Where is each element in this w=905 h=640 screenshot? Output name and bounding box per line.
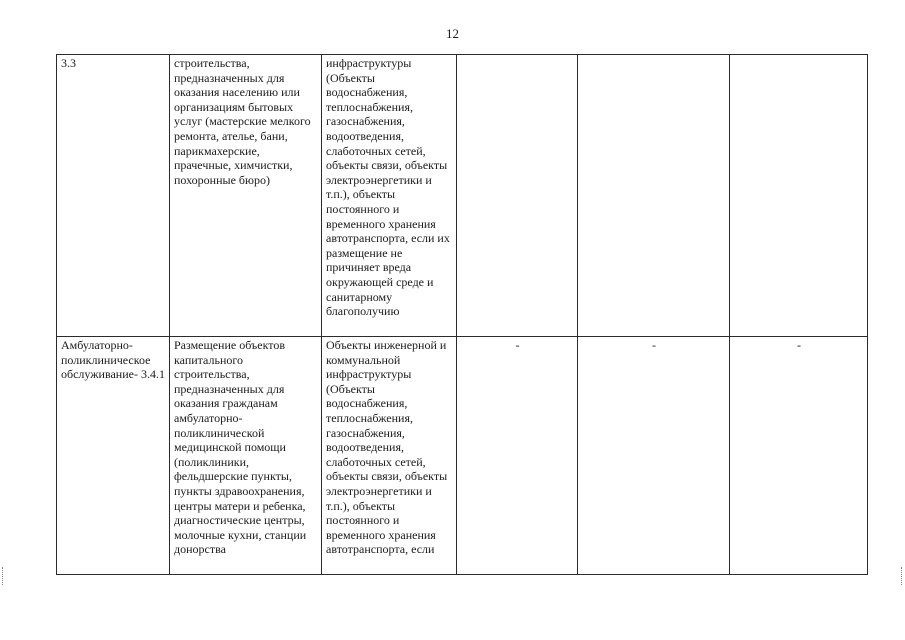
use-code-cell: Амбулаторно-поликлиническое обслуживание- 3.4.1 [57,337,170,575]
parameter-cell-3: - [730,337,868,575]
page-number: 12 [446,26,459,41]
parameter-cell-3 [730,55,868,337]
parameter-cell-2: - [578,337,730,575]
use-code-cell: 3.3 [57,55,170,337]
table-row [57,337,868,575]
scan-edge-mark [2,567,4,585]
parameter-cell-1: - [457,337,578,575]
table-row [57,55,868,337]
use-description-cell: строительства, предназначенных для оказания населению или организациям бытовых услуг (мастерские мелкого ремонта, ателье, бани, парикмахерские, прачечные, химчистки, похоронные бюро) [170,55,322,337]
use-description-cell: Размещение объектов капитального строительства, предназначенных для оказания гражданам амбулаторно-поликлинической медицинской помощи (поликлиники, фельдшерские пункты, пункты здравоохранения, центры матери и ребенка, диагностические центры, молочные кухни, станции донорства [170,337,322,575]
auxiliary-uses-cell: Объекты инженерной и коммунальной инфраструктуры (Объекты водоснабжения, теплоснабжения, газоснабжения, водоотведения, слаботочных сетей, объекты связи, объекты электроэнергетики и т.п.), объекты постоянного и временного хранения автотранспорта, если [322,337,457,575]
land-use-table [56,54,868,575]
parameter-cell-2 [578,55,730,337]
scan-edge-mark [901,567,903,585]
auxiliary-uses-cell: инфраструктуры (Объекты водоснабжения, теплоснабжения, газоснабжения, водоотведения, слаботочных сетей, объекты связи, объекты электроэнергетики и т.п.), объекты постоянного и временного хранения автотранспорта, если их размещение не причиняет вреда окружающей среде и санитарному благополучию [322,55,457,337]
parameter-cell-1 [457,55,578,337]
